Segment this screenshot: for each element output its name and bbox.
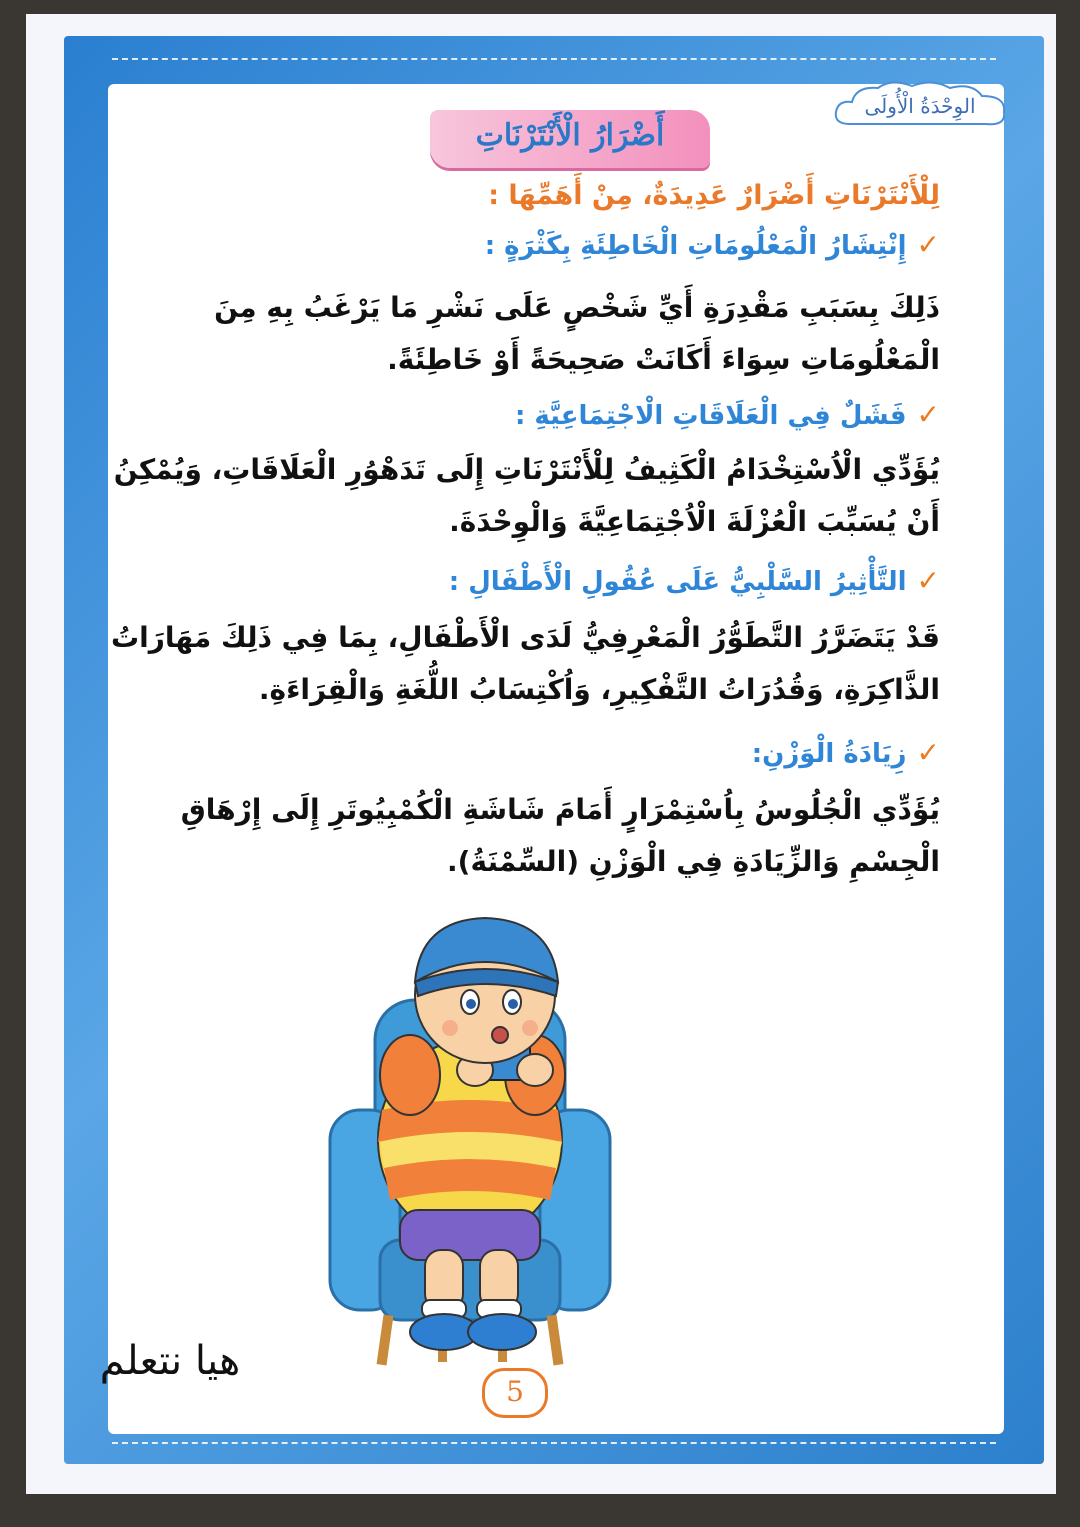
unit-cloud-badge [830, 78, 1010, 134]
section-paragraph-2 [80, 444, 940, 548]
page-number-badge [482, 1368, 548, 1418]
intro-line: لِلْأَنْتَرْنَاتِ أَضْرَارٌ عَدِيدَةٌ، مِنْ أَهَمِّهَا : [488, 180, 940, 211]
checkmark-icon: ✓ [916, 398, 940, 431]
section-heading-text: زِيَادَةُ الْوَزْنِ: [751, 739, 907, 769]
illustration-graphic [320, 910, 620, 1380]
checkmark-icon: ✓ [916, 564, 940, 597]
section-paragraph-4 [80, 784, 940, 888]
paragraph-line: الذَّاكِرَةِ، وَقُدُرَاتُ التَّفْكِيرِ، وَاُكْتِسَابُ اللُّغَةِ وَالْقِرَاءَةِ. [258, 673, 940, 706]
section-heading-text: فَشَلٌ فِي الْعَلَاقَاتِ الْاجْتِمَاعِيَّةِ : [514, 401, 907, 431]
checkmark-icon: ✓ [916, 736, 940, 769]
section-heading-4 [80, 736, 940, 769]
section-heading-text: إِنْتِشَارُ الْمَعْلُومَاتِ الْخَاطِئَةِ بِكَثْرَةٍ : [484, 231, 907, 261]
section-heading-text: التَّأْثِيرُ السَّلْبِيُّ عَلَى عُقُولِ الْأَطْفَالِ : [448, 567, 907, 597]
section-heading-3 [80, 564, 940, 597]
paragraph-line: الْجِسْمِ وَالزِّيَادَةِ فِي الْوَزْنِ (السِّمْنَةُ). [447, 845, 940, 878]
paragraph-line: قَدْ يَتَضَرَّرُ التَّطَوُّرُ الْمَعْرِفِيُّ لَدَى الْأَطْفَالِ، بِمَا فِي ذَلِكَ مَهَارَاتُ [111, 621, 940, 654]
unit-label: الوِحْدَةُ الْأُولَى [864, 94, 976, 118]
child-on-armchair-illustration [320, 910, 620, 1380]
section-heading-1 [80, 228, 940, 261]
paragraph-line: يُؤَدِّي الْجُلُوسُ بِاُسْتِمْرَارٍ أَمَامَ شَاشَةِ الْكُمْبِيُوتَرِ إِلَى إِرْهَاقِ [180, 793, 940, 826]
paragraph-line: الْمَعْلُومَاتِ سِوَاءَ أَكَانَتْ صَحِيحَةً أَوْ خَاطِئَةً. [387, 343, 940, 376]
section-paragraph-1 [80, 282, 940, 386]
checkmark-icon: ✓ [916, 228, 940, 261]
page-title: أَضْرَارُ الْأَنْتَرْنَاتِ [475, 118, 665, 153]
section-paragraph-3 [80, 612, 940, 716]
frame-dashed-stitch-top [112, 58, 996, 60]
title-banner [430, 110, 710, 168]
paragraph-line: أَنْ يُسَبِّبَ الْعُزْلَةَ الْاُجْتِمَاعِيَّةَ وَالْوِحْدَةَ. [449, 505, 940, 538]
handwritten-footer: هيا نتعلم [99, 1338, 241, 1384]
paragraph-line: ذَلِكَ بِسَبَبِ مَقْدِرَةِ أَيِّ شَخْصٍ عَلَى نَشْرِ مَا يَرْغَبُ بِهِ مِنَ [214, 291, 940, 324]
section-heading-2 [80, 398, 940, 431]
paragraph-line: يُؤَدِّي الْاُسْتِخْدَامُ الْكَثِيفُ لِلْأَنْتَرْنَاتِ إِلَى تَدَهْوُرِ الْعَلَاقَاتِ، وَيُمْكِنُ [113, 453, 940, 486]
frame-dashed-stitch-bottom [112, 1442, 996, 1444]
page-number: 5 [506, 1375, 524, 1408]
